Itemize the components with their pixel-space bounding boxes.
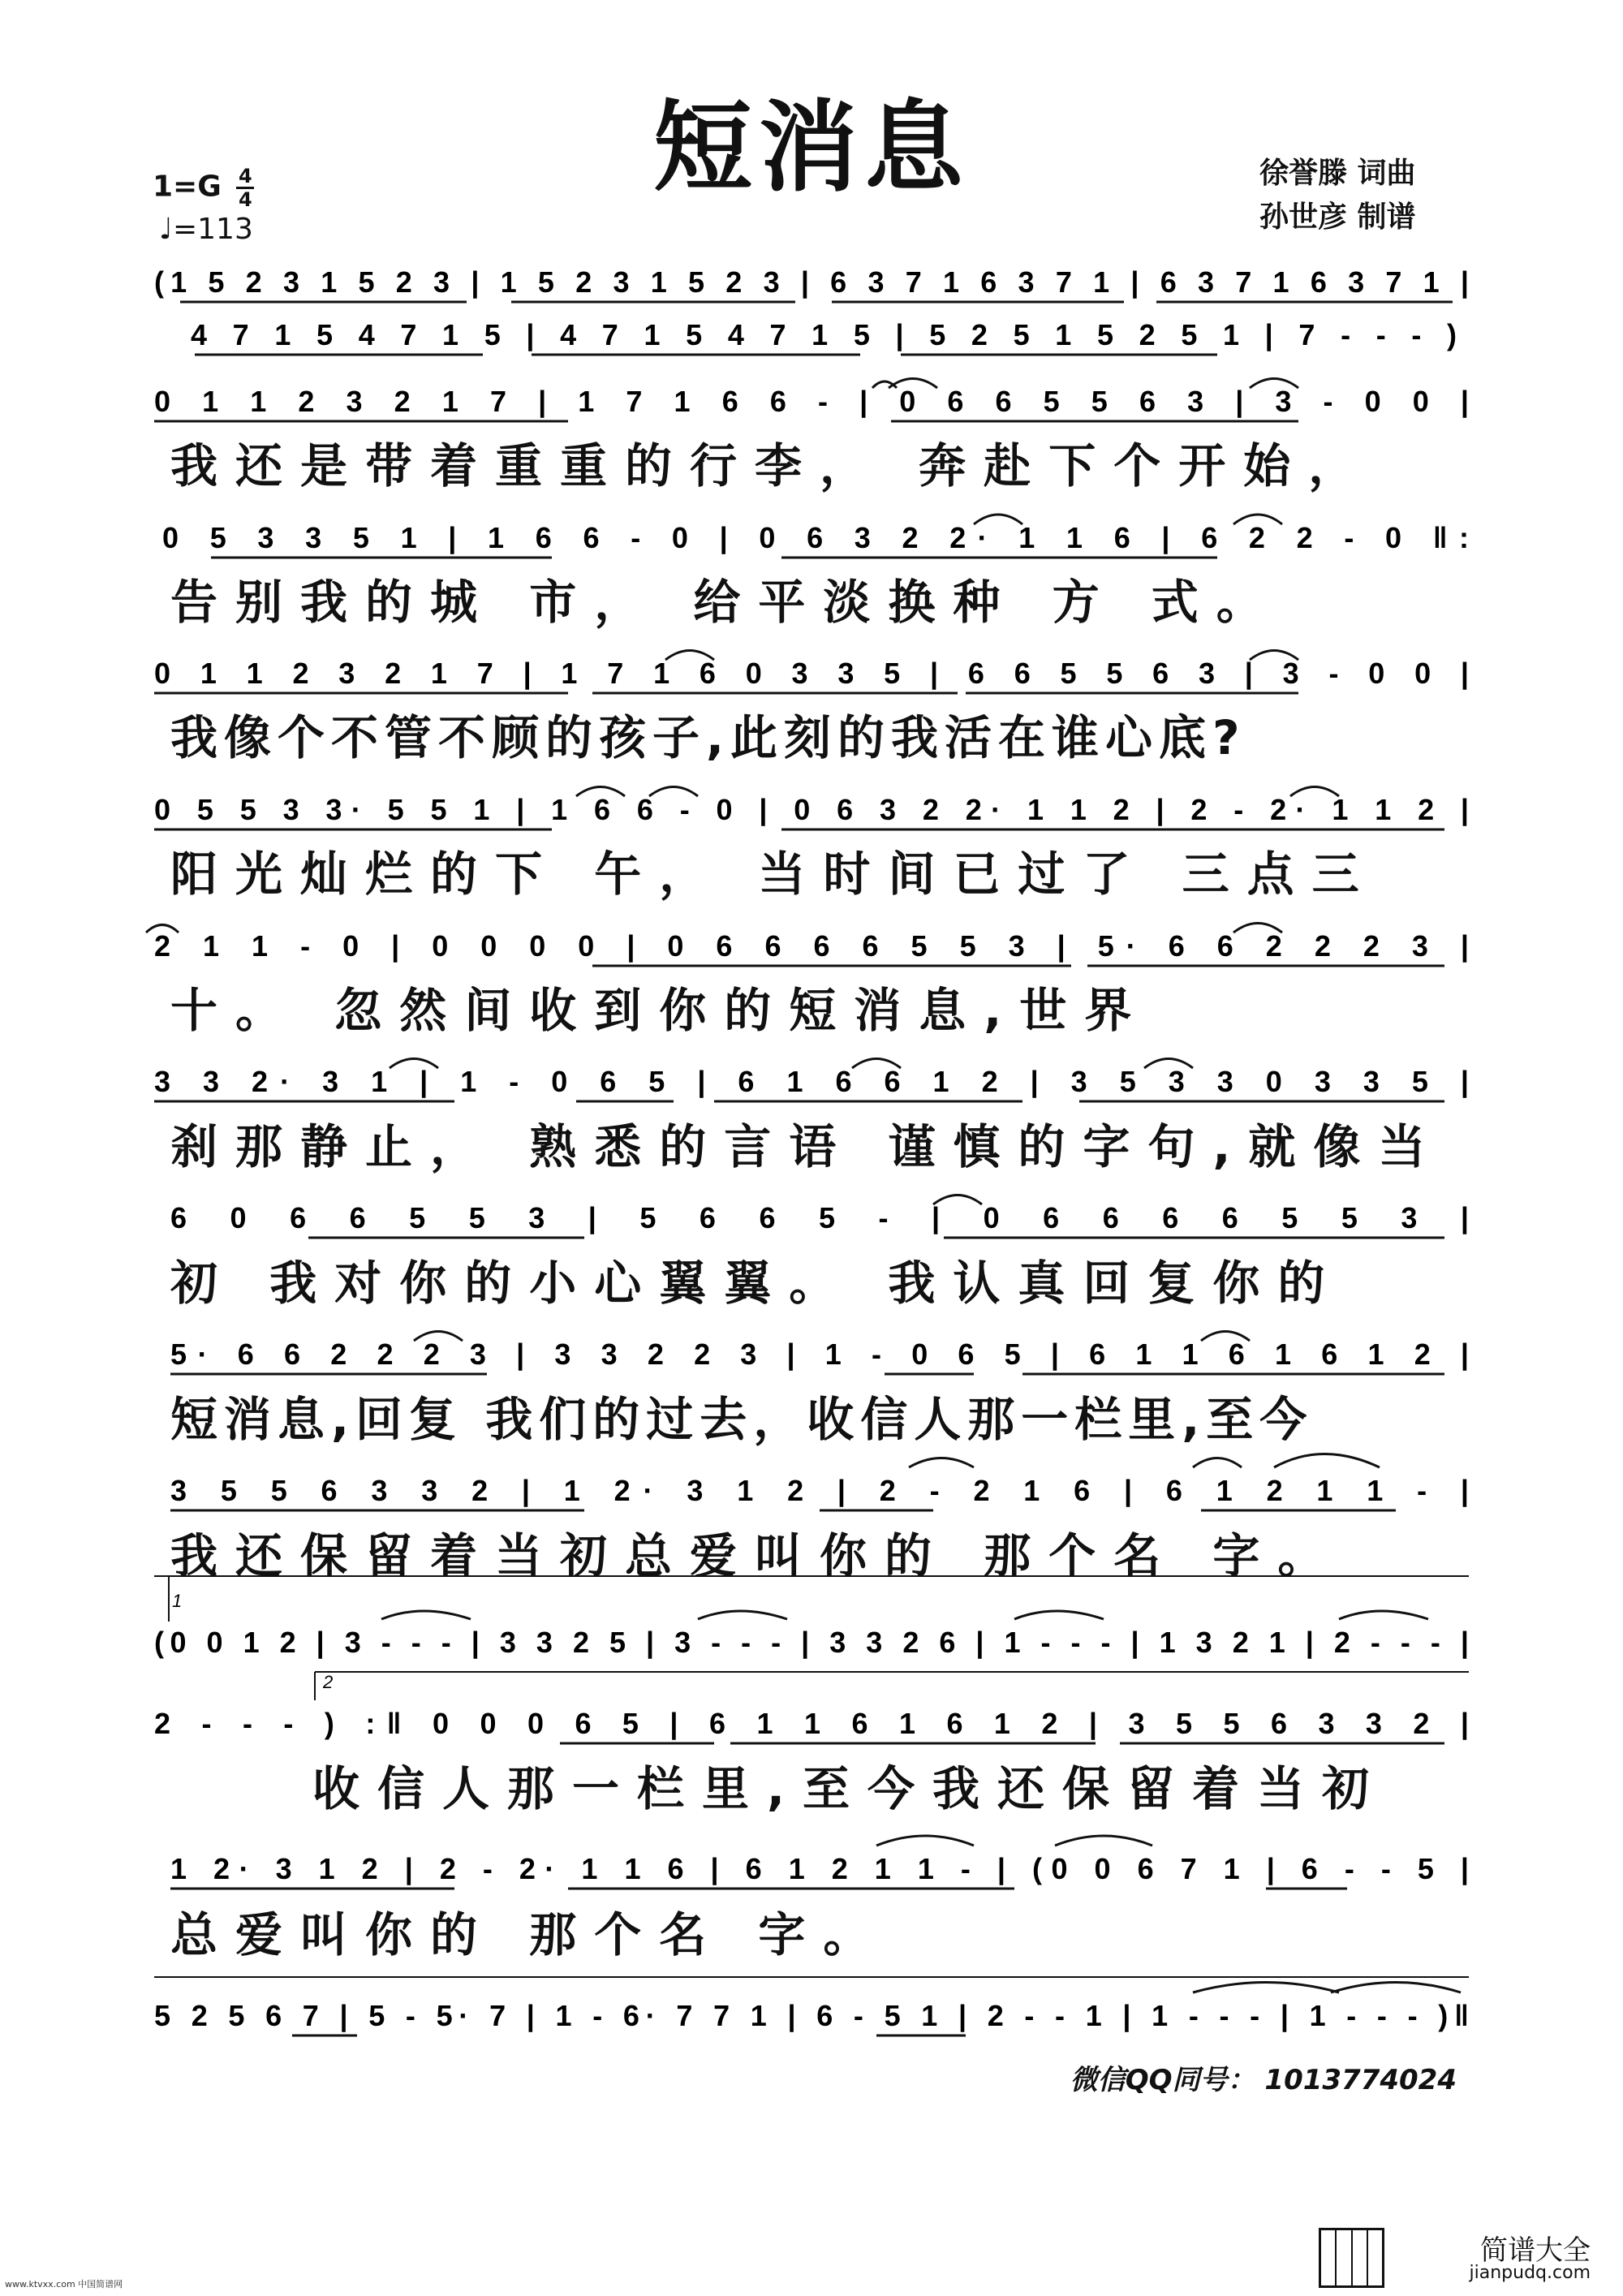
- staff-line-1: (1 5 2 3 1 5 2 3 | 1 5 2 3 1 5 2 3 | 6 3 7 1 6 3 7 1 | 6 3 7 1 6 3 7 1 |: [154, 265, 1470, 299]
- staff-line-15: 5 2 5 6 7 | 5 - 5· 7 | 1 - 6· 7 7 1 | 6 - 5 1 | 2 - - 1 | 1 - - - | 1 - - - )‖: [154, 1999, 1470, 2032]
- staff-line-9: 6 0 6 6 5 5 3 | 5 6 6 5 - | 0 6 6 6 6 5 5 3 |: [170, 1201, 1469, 1234]
- lyric-line-7: 初 我对你的小心翼翼。 我认真回复你的: [170, 1256, 1343, 1311]
- composer-credit: 徐誉滕 词曲: [1259, 157, 1416, 190]
- staff-line-6: 0 5 5 3 3· 5 5 1 | 1 6 6 - 0 | 0 6 3 2 2· 1 1 2 | 2 - 2· 1 1 2 |: [154, 793, 1469, 826]
- brand-url: jianpudq.com: [1469, 2263, 1591, 2283]
- lyric-line-6: 刹那静止， 熟悉的言语 谨慎的字句,就像当: [170, 1119, 1444, 1174]
- time-signature-bottom: 4: [238, 188, 252, 211]
- volta-label-2: 2: [323, 1672, 334, 1692]
- lyric-line-9: 我还保留着当初总爱叫你的 那个名 字。: [170, 1528, 1343, 1583]
- lyric-line-8: 短消息,回复 我们的过去，收信人那一栏里,至今: [170, 1392, 1314, 1447]
- staff-line-13: 2 - - - ) :‖ 0 0 0 6 5 | 6 1 1 6 1 6 1 2 | 3 5 5 6 3 3 2 |: [154, 1707, 1470, 1740]
- contact-info: 微信QQ同号： 1013774024: [1070, 2064, 1457, 2096]
- tempo-marking: ♩=113: [159, 213, 253, 246]
- lyric-line-1: 我还是带着重重的行李， 奔赴下个开始，: [170, 438, 1374, 493]
- lyric-line-10: 收信人那一栏里,至今我还保留着当初: [312, 1761, 1388, 1816]
- staff-line-2: 4 7 1 5 4 7 1 5 | 4 7 1 5 4 7 1 5 | 5 2 5 1 5 2 5 1 | 7 - - - ): [191, 318, 1457, 351]
- song-title: 短消息: [653, 88, 970, 205]
- staff-line-14: 1 2· 3 1 2 | 2 - 2· 1 1 6 | 6 1 2 1 1 - | (0 0 6 7 1 | 6 - - 5 |: [170, 1852, 1470, 1885]
- volta-label-1: 1: [172, 1591, 183, 1611]
- lyric-line-11: 总爱叫你的 那个名 字。: [170, 1907, 889, 1962]
- staff-line-12: (0 0 1 2 | 3 - - - | 3 3 2 5 | 3 - - - | 3 3 2 6 | 1 - - - | 1 3 2 1 | 2 - - - |: [154, 1626, 1469, 1659]
- staff-line-8: 3 3 2· 3 1 | 1 - 0 6 5 | 6 1 6 6 1 2 | 3 5 3 3 0 3 3 5 |: [154, 1065, 1469, 1098]
- staff-line-5: 0 1 1 2 3 2 1 7 | 1 7 1 6 0 3 3 5 | 6 6 5 5 6 3 | 3 - 0 0 |: [154, 657, 1470, 690]
- lyric-line-4: 阳光灿烂的下 午， 当时间已过了 三点三: [170, 846, 1377, 902]
- arranger-credit: 孙世彦 制谱: [1259, 200, 1416, 234]
- staff-line-4: 0 5 3 3 5 1 | 1 6 6 - 0 | 0 6 3 2 2· 1 1 6 | 6 2 2 - 0 ‖:: [162, 521, 1469, 554]
- staff-line-7: 2 1 1 - 0 | 0 0 0 0 | 0 6 6 6 6 5 5 3 | 5· 6 6 2 2 2 3 |: [154, 929, 1469, 963]
- footer-small-text: www.ktvxx.com 中国简谱网: [5, 2279, 123, 2290]
- staff-line-3: 0 1 1 2 3 2 1 7 | 1 7 1 6 6 - | 0 6 6 5 5 6 3 | 3 - 0 0 |: [154, 385, 1470, 418]
- piano-logo-icon: [1319, 2228, 1384, 2288]
- brand-name: 简谱大全: [1480, 2234, 1591, 2267]
- lyric-line-2: 告别我的城 市， 给平淡换种 方 式。: [170, 575, 1281, 630]
- staff-line-10: 5· 6 6 2 2 2 3 | 3 3 2 2 3 | 1 - 0 6 5 | 6 1 1 6 1 6 1 2 |: [170, 1338, 1469, 1371]
- key-label: 1=G: [153, 170, 222, 204]
- time-signature-top: 4: [238, 165, 252, 187]
- lyric-line-5: 十。 忽然间收到你的短消息,世界: [170, 983, 1150, 1038]
- staff-line-11: 3 5 5 6 3 3 2 | 1 2· 3 1 2 | 2 - 2 1 6 | 6 1 2 1 1 - |: [170, 1474, 1469, 1507]
- lyric-line-3: 我像个不管不顾的孩子,此刻的我活在谁心底?: [170, 710, 1246, 765]
